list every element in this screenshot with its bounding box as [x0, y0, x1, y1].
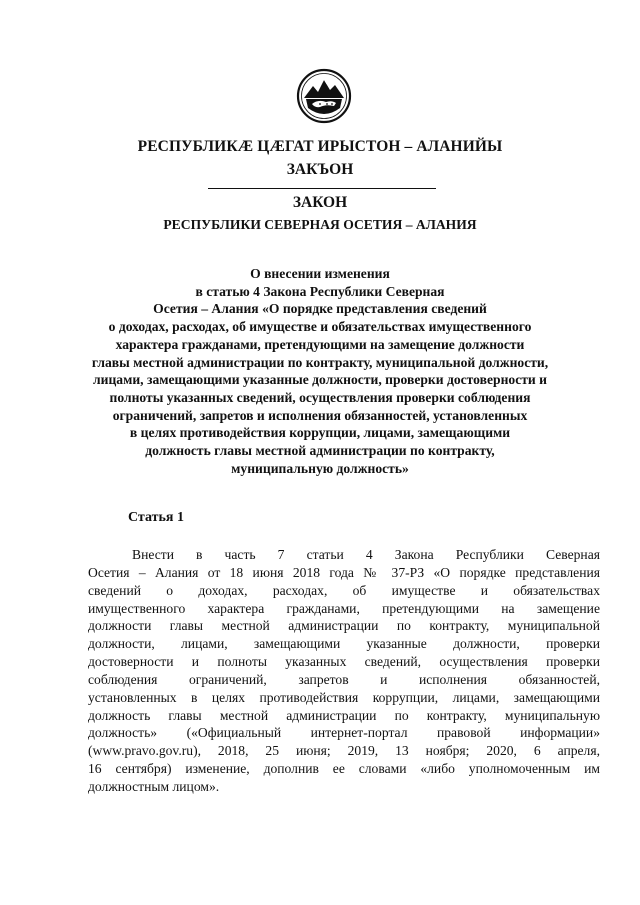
title-line: муниципальную должность»	[231, 460, 409, 476]
title-line: должность главы местной администрации по контракту,	[145, 443, 495, 459]
republic-name-russian: РЕСПУБЛИКИ СЕВЕРНАЯ ОСЕТИЯ – АЛАНИЯ	[163, 217, 477, 232]
body-line: должности, лицами, замещающими указанные должности, проверки	[88, 636, 600, 652]
body-line: сведений о доходах, расходах, об имуществе и обязательствах	[88, 582, 600, 598]
title-line: полноты указанных сведений, осуществления проверки соблюдения	[109, 389, 531, 405]
title-line: в целях противодействия коррупции, лицами, замещающими	[129, 425, 511, 441]
body-line: должность» («Официальный интернет-портал правовой информации»	[88, 725, 600, 741]
article-heading: Статья 1	[128, 510, 184, 525]
body-line: имущественного характера гражданами, претендующими на замещение	[88, 600, 600, 616]
body-line: соблюдения ограничений, запретов и исполнения обязанностей,	[88, 671, 600, 687]
body-line: должность главы местной администрации по контракту, муниципальную	[88, 707, 600, 723]
body-line: Осетия – Алания от 18 июня 2018 года № 37-РЗ «О порядке представления	[88, 564, 600, 580]
coat-of-arms-icon	[296, 68, 352, 124]
title-line: главы местной администрации по контракту, муниципальной должности,	[91, 354, 549, 370]
title-line: лицами, замещающими указанные должности, проверки достоверности и	[93, 372, 547, 388]
body-line: установленных в целях противодействия коррупции, лицами, замещающими	[88, 689, 600, 705]
body-line: 16 сентября) изменение, дополнив ее словами «либо уполномоченным им	[88, 761, 600, 777]
body-line: (www.pravo.gov.ru), 2018, 25 июня; 2019, 13 ноября; 2020, 6 апреля,	[88, 743, 600, 759]
body-line: достоверности и полноты указанных сведений, осуществления проверки	[88, 654, 600, 670]
title-line: О внесении изменения	[250, 266, 390, 281]
title-line: в статью 4 Закона Республики Северная	[195, 283, 445, 299]
body-line: должности главы местной администрации по контракту, муниципальной	[88, 618, 600, 634]
article-body	[88, 546, 600, 796]
header-divider	[208, 188, 436, 189]
title-line: ограничений, запретов и исполнения обязанностей, установленных	[112, 407, 528, 423]
title-line: характера гражданами, претендующими на замещение должности	[115, 336, 525, 352]
republic-name-ossetian: РЕСПУБЛИКӔ ЦӔГАТ ИРЫСТОН – АЛАНИЙЫ	[137, 138, 503, 155]
body-line: Внести в часть 7 статьи 4 Закона Республики Северная	[132, 547, 600, 562]
law-label-russian: ЗАКОН	[292, 194, 348, 211]
law-label-ossetian: ЗАКЪОН	[286, 161, 354, 178]
title-line: Осетия – Алания «О порядке представления сведений	[153, 301, 487, 317]
body-line: должностным лицом».	[88, 778, 220, 794]
law-title	[20, 265, 620, 477]
title-line: о доходах, расходах, об имуществе и обязательствах имущественного	[108, 319, 532, 335]
